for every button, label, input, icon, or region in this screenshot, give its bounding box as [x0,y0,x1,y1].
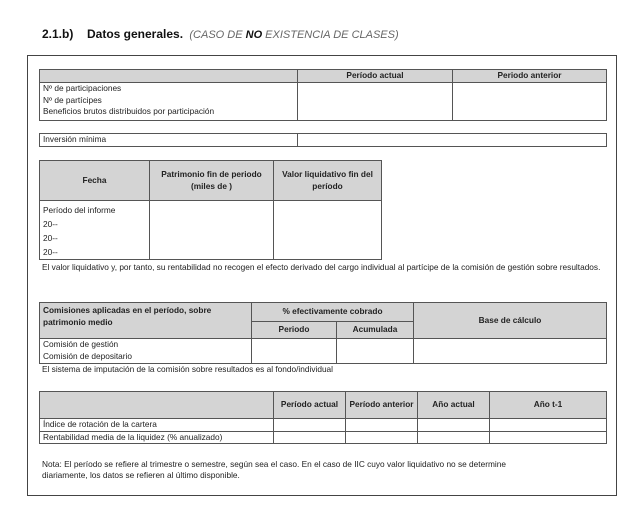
commissions-table [39,302,607,364]
general-data-table [39,69,607,121]
table5-header-year: Año actual [418,392,490,419]
subtitle-pre: (CASO DE [189,29,246,41]
table5-header-prev-year: Año t-1 [490,392,607,419]
table3-row-label: Período del informe [43,205,116,215]
table3-header-nav: Valor liquidativo fin del período [274,161,382,201]
table3-row-label: 20-- [43,233,58,243]
table4-subheader-period: Periodo [252,322,337,339]
table5-cell [490,431,607,444]
table5-cell [418,431,490,444]
table1-row-label: Nº de partícipes [43,94,102,105]
table1-labels-cell [40,83,298,121]
table1-header-previous: Periodo anterior [453,70,607,83]
table4-period-value [252,339,337,364]
minimum-investment-value [298,134,607,147]
table3-header-date: Fecha [40,161,150,201]
table1-header-current: Período actual [298,70,453,83]
table4-header-main: Comisiones aplicadas en el período, sobre patrimonio medio [40,303,252,339]
subtitle-post: EXISTENCIA DE CLASES) [262,29,399,41]
table5-cell [346,431,418,444]
subtitle-bold: NO [245,29,263,41]
table3-dates-cell [40,201,150,260]
table4-subheader-accumulated: Acumulada [337,322,414,339]
table4-labels-cell [40,339,252,364]
table3-row-label: 20-- [43,219,58,229]
table5-cell [418,419,490,432]
table5-header-current: Período actual [274,392,346,419]
minimum-investment-table [39,133,607,147]
table3-header-assets: Patrimonio fin de periodo (miles de ) [150,161,274,201]
table4-row-label: Comisión de depositario [43,350,133,361]
section-number: 2.1.b) [42,27,74,41]
table1-row-label: Beneficios brutos distribuidos por participación [43,106,215,116]
table4-row-label: Comisión de gestión [43,339,119,349]
table5-cell [274,419,346,432]
table3-assets-value [150,201,274,260]
commission-system-note: El sistema de imputación de la comisión sobre resultados es al fondo/individual [42,364,334,374]
table3-nav-value [274,201,382,260]
table4-header-pct: % efectivamente cobrado [252,303,414,322]
minimum-investment-label: Inversión mínima [40,134,298,147]
table4-accumulated-value [337,339,414,364]
table5-cell [274,431,346,444]
table5-cell [346,419,418,432]
table5-row-label: Rentabilidad media de la liquidez (% anualizado) [40,431,274,444]
table5-row-label: Índice de rotación de la cartera [40,419,274,432]
section-title: Datos generales. [87,27,184,41]
table4-header-base: Base de cálculo [414,303,607,339]
table5-header-previous: Período anterior [346,392,418,419]
portfolio-table [39,391,607,444]
net-asset-table [39,160,382,260]
table4-base-value [414,339,607,364]
section-heading [42,27,399,41]
footnote: Nota: El período se refiere al trimestre o semestre, según sea el caso. En el caso de IIC cuyo valor liquidativo no se determine diariamente, los datos se refieren al último disponible. [42,459,506,480]
table1-previous-value [453,83,607,121]
table1-header-blank [40,70,298,83]
nav-note: El valor liquidativo y, por tanto, su rentabilidad no recogen el efecto derivado del cargo individual al partícipe de la comisión de gestión sobre resultados. [42,262,601,272]
table5-cell [490,419,607,432]
section-subtitle [189,29,398,41]
table1-current-value [298,83,453,121]
table1-row-label: Nº de participaciones [43,83,122,93]
table3-row-label: 20-- [43,247,58,257]
table5-header-blank [40,392,274,419]
